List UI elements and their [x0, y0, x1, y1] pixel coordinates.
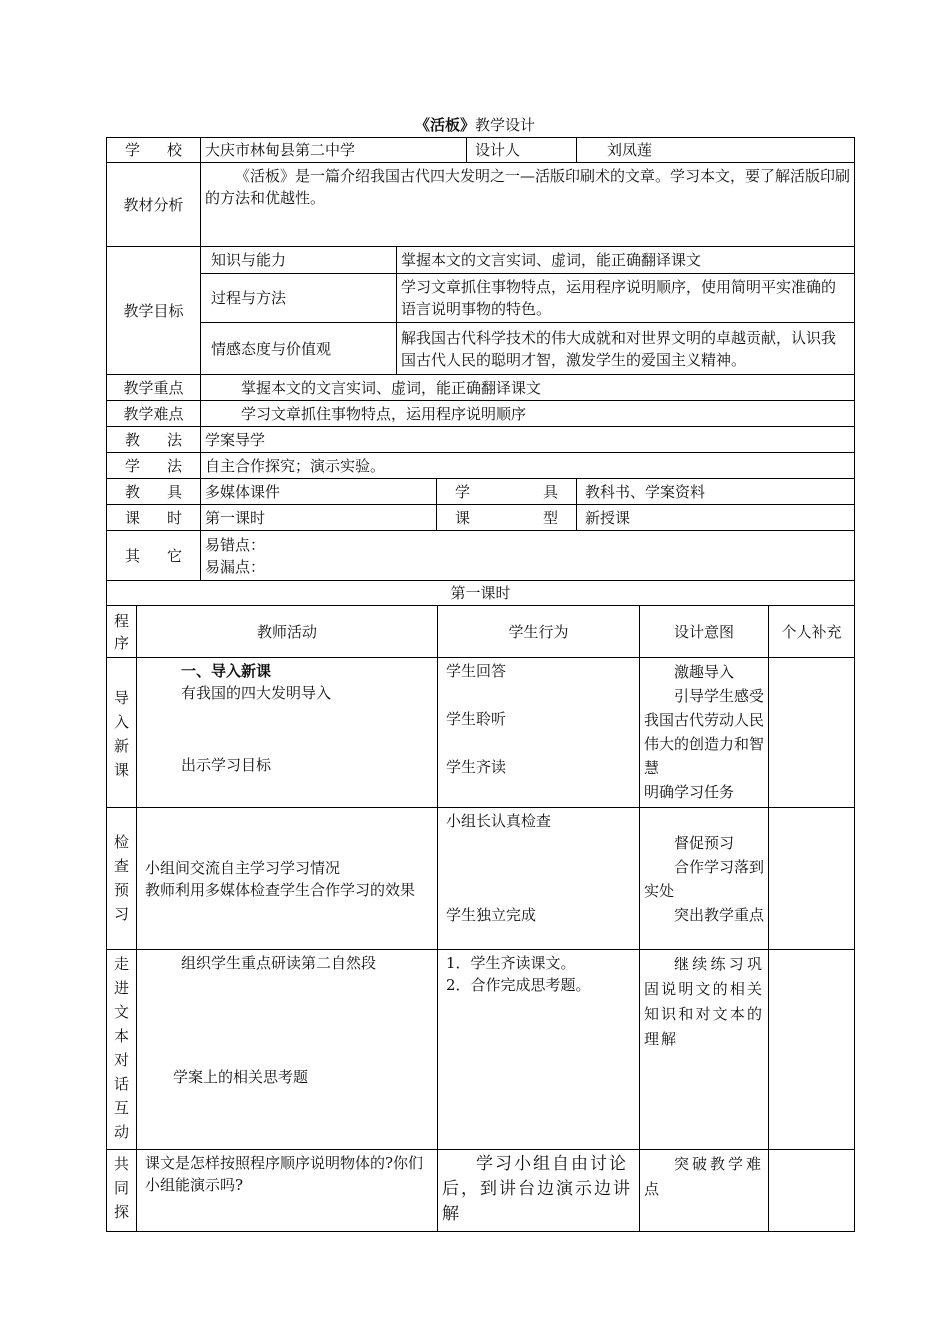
tools-value: 多媒体课件 — [201, 479, 437, 505]
difficulty-row — [107, 401, 855, 427]
title-book: 《活板》 — [414, 116, 475, 134]
info-table — [106, 137, 855, 581]
procedure-char: 话 — [113, 1075, 129, 1093]
key-row — [107, 375, 855, 401]
other-line-2: 易漏点： — [205, 557, 266, 576]
intro-student-line: 学生聆听 — [446, 710, 507, 728]
school-value: 大庆市林甸县第二中学 — [201, 138, 467, 163]
procedure-char: 导 — [113, 689, 129, 707]
procedure-char: 对 — [113, 1051, 129, 1069]
goal-text-1: 掌握本文的文言实词、虚词，能正确翻译课文 — [397, 247, 855, 274]
type-label: 课 型 — [437, 505, 577, 531]
goals-label: 教学目标 — [107, 247, 201, 375]
intent-intro — [640, 658, 769, 808]
text-student-line: 1．学生齐读课文。 — [446, 954, 576, 972]
lesson-table — [106, 580, 855, 1232]
teach-method-value: 学案导学 — [201, 427, 855, 453]
other-lines — [201, 531, 855, 581]
intro-student-line: 学生回答 — [446, 662, 507, 680]
intro-intent-line: 激趣导入 — [674, 663, 735, 681]
intent-check — [640, 808, 769, 950]
tools-label: 教 具 — [107, 479, 201, 505]
lesson-row-text — [107, 950, 855, 1150]
check-teacher-line: 小组间交流自主学习学习情况 — [145, 858, 341, 877]
period-title-row — [107, 581, 855, 606]
intent-text: 继续练习巩固说明文的相关知识和对文本的理解 — [640, 950, 769, 1150]
page-title — [0, 114, 950, 136]
procedure-char: 预 — [113, 881, 129, 899]
intro-intent-line: 引导学生感受我国古代劳动人民伟大的创造力和智慧 — [644, 687, 765, 777]
lesson-period-title: 第一课时 — [107, 581, 855, 606]
procedure-char: 本 — [113, 1027, 129, 1045]
intro-student-line: 学生齐读 — [446, 758, 507, 776]
teach-method-row — [107, 427, 855, 453]
analysis-row — [107, 163, 855, 247]
text-teacher-line: 组织学生重点研读第二自然段 — [181, 954, 377, 972]
procedure-char: 走 — [113, 955, 129, 973]
lesson-row-check — [107, 808, 855, 950]
goal-text-2: 学习文章抓住事物特点，运用程序说明顺序，使用简明平实准确的语言说明事物的特色。 — [397, 274, 855, 323]
procedure-text — [107, 950, 137, 1150]
learn-method-value: 自主合作探究；演示实验。 — [201, 453, 855, 479]
personal-check — [769, 808, 855, 950]
teacher-check — [137, 808, 438, 950]
key-value: 掌握本文的文言实词、虚词，能正确翻译课文 — [201, 375, 855, 401]
key-label: 教学重点 — [107, 375, 201, 401]
learn-method-row — [107, 453, 855, 479]
student-tools-value: 教科书、学案资料 — [577, 479, 855, 505]
analysis-text: 《活板》是一篇介绍我国古代四大发明之一—活版印刷术的文章。学习本文，要了解活版印刷的方法和优越性。 — [201, 163, 855, 247]
period-value: 第一课时 — [201, 505, 437, 531]
learn-method-label: 学 法 — [107, 453, 201, 479]
intro-teacher-line: 出示学习目标 — [181, 756, 272, 774]
intro-teacher-line: 有我国的四大发明导入 — [181, 684, 332, 702]
student-explore: 学习小组自由讨论后，到讲台边演示边讲解 — [438, 1150, 640, 1232]
procedure-char: 同 — [113, 1179, 129, 1197]
designer-value: 刘凤莲 — [577, 138, 855, 163]
other-row — [107, 531, 855, 581]
student-text — [438, 950, 640, 1150]
goal-row-2 — [107, 274, 855, 323]
goal-name-1: 知识与能力 — [201, 247, 397, 274]
other-label: 其 它 — [107, 531, 201, 581]
procedure-char: 检 — [113, 833, 129, 851]
goal-name-3: 情感态度与价值观 — [201, 323, 397, 375]
school-label: 学 校 — [107, 138, 201, 163]
procedure-char: 探 — [113, 1203, 129, 1221]
tools-row — [107, 479, 855, 505]
procedure-explore — [107, 1150, 137, 1232]
text-student-line: 2．合作完成思考题。 — [446, 976, 591, 994]
period-row — [107, 505, 855, 531]
teacher-intro — [137, 658, 438, 808]
procedure-char: 习 — [113, 905, 129, 923]
intent-explore: 突破教学难点 — [640, 1150, 769, 1232]
teacher-text — [137, 950, 438, 1150]
lesson-row-explore — [107, 1150, 855, 1232]
difficulty-value: 学习文章抓住事物特点，运用程序说明顺序 — [201, 401, 855, 427]
other-line-1: 易错点： — [205, 535, 266, 554]
procedure-char: 新 — [113, 737, 129, 755]
procedure-char: 入 — [113, 713, 129, 731]
analysis-label: 教材分析 — [107, 163, 201, 247]
check-student-line: 小组长认真检查 — [446, 812, 552, 830]
header-student: 学生行为 — [438, 606, 640, 658]
procedure-char: 共 — [113, 1155, 129, 1173]
lesson-row-intro — [107, 658, 855, 808]
goal-row-3 — [107, 323, 855, 375]
text-teacher-line: 学案上的相关思考题 — [173, 1068, 309, 1086]
lesson-header-row — [107, 606, 855, 658]
check-intent-line: 督促预习 — [674, 833, 735, 852]
title-suffix: 教学设计 — [475, 116, 536, 134]
header-personal: 个人补充 — [769, 606, 855, 658]
procedure-char: 课 — [113, 761, 129, 779]
check-student-line: 学生独立完成 — [446, 906, 537, 924]
header-teacher: 教师活动 — [137, 606, 438, 658]
intro-heading: 一、导入新课 — [181, 662, 272, 680]
intro-intent-line: 明确学习任务 — [644, 783, 735, 801]
designer-label: 设计人 — [467, 138, 577, 163]
type-value: 新授课 — [577, 505, 855, 531]
student-tools-label: 学 具 — [437, 479, 577, 505]
header-procedure-2: 序 — [113, 633, 129, 652]
personal-intro — [769, 658, 855, 808]
personal-text — [769, 950, 855, 1150]
check-intent-line: 突出教学重点 — [674, 905, 765, 924]
procedure-char: 文 — [113, 1003, 129, 1021]
procedure-check — [107, 808, 137, 950]
procedure-char: 进 — [113, 979, 129, 997]
procedure-char: 动 — [113, 1123, 129, 1141]
header-procedure — [107, 606, 137, 658]
header-procedure-1: 程 — [113, 611, 129, 630]
check-teacher-line: 教师利用多媒体检查学生合作学习的效果 — [145, 880, 416, 899]
school-row — [107, 138, 855, 163]
check-intent-line: 合作学习落到实处 — [644, 857, 765, 900]
procedure-intro — [107, 658, 137, 808]
header-intent: 设计意图 — [640, 606, 769, 658]
teacher-explore: 课文是怎样按照程序顺序说明物体的?你们小组能演示吗? — [137, 1150, 438, 1232]
student-intro — [438, 658, 640, 808]
period-label: 课 时 — [107, 505, 201, 531]
procedure-char: 查 — [113, 857, 129, 875]
goal-name-2: 过程与方法 — [201, 274, 397, 323]
student-check — [438, 808, 640, 950]
procedure-char: 互 — [113, 1099, 129, 1117]
difficulty-label: 教学难点 — [107, 401, 201, 427]
goal-text-3: 解我国古代科学技术的伟大成就和对世界文明的卓越贡献，认识我国古代人民的聪明才智，激发学生的爱国主义精神。 — [397, 323, 855, 375]
teach-method-label: 教 法 — [107, 427, 201, 453]
goal-row-1 — [107, 247, 855, 274]
personal-explore — [769, 1150, 855, 1232]
